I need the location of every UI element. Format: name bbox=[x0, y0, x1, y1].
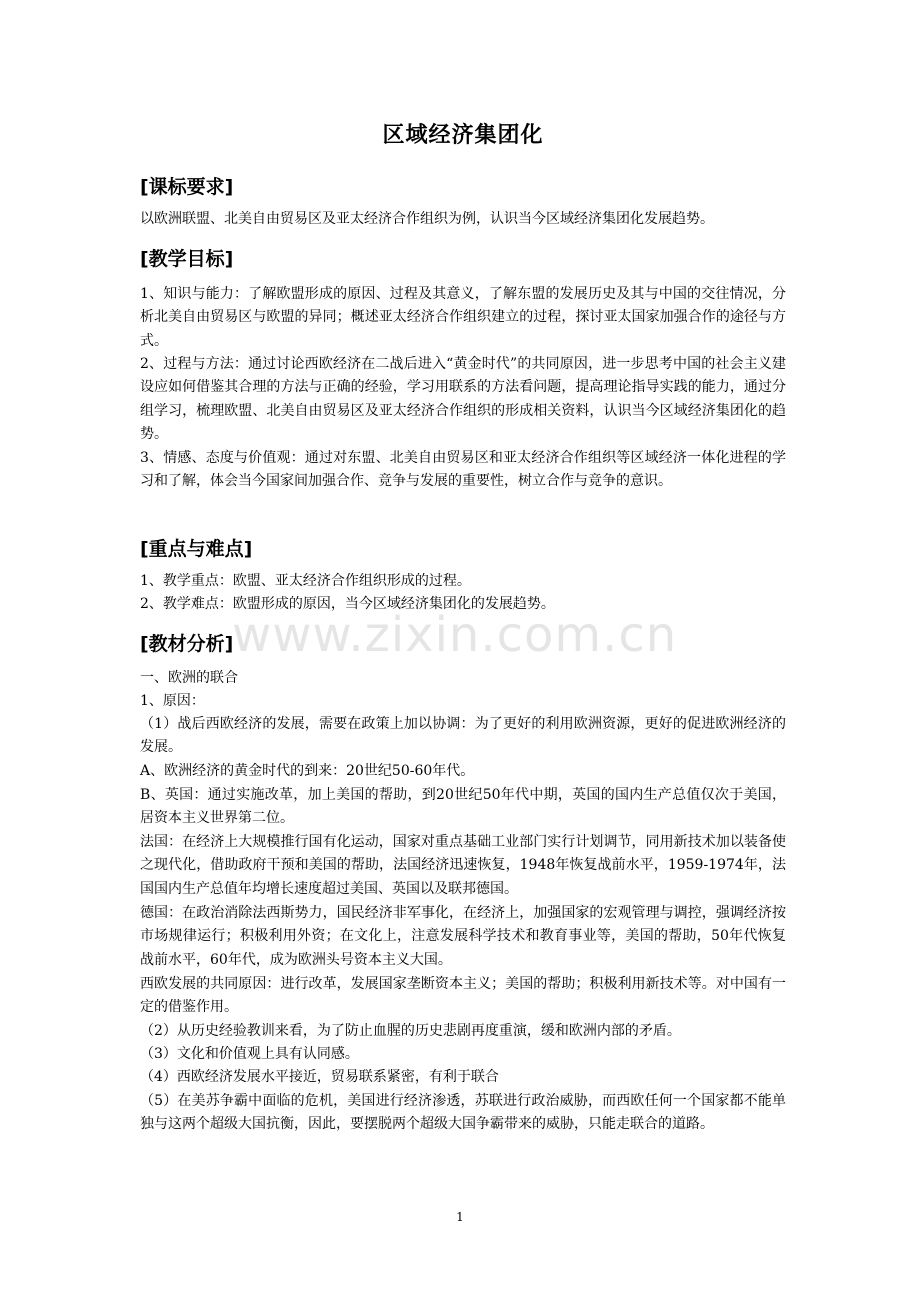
paragraph: （2）从历史经验教训来看，为了防止血腥的历史悲剧再度重演，缓和欧洲内部的矛盾。 bbox=[140, 1023, 681, 1039]
paragraph: 以欧洲联盟、北美自由贸易区及亚太经济合作组织为例，认识当今区域经济集团化发展趋势。 bbox=[140, 211, 714, 227]
watermark: www.zixin.com.cn bbox=[232, 607, 678, 663]
paragraph: （4）西欧经济发展水平接近，贸易联系紧密，有利于联合 bbox=[140, 1069, 499, 1085]
paragraph: 1、知识与能力：了解欧盟形成的原因、过程及其意义，了解东盟的发展历史及其与中国的交往情况，分析北美自由贸易区与欧盟的异同；概述亚太经济合作组织建立的过程，探讨亚太国家加强合作的途径与方式。 bbox=[140, 286, 786, 349]
paragraph: 3、情感、态度与价值观：通过对东盟、北美自由贸易区和亚太经济合作组织等区域经济一体化进程的学习和了解，体会当今国家间加强合作、竞争与发展的重要性，树立合作与竞争的意识。 bbox=[140, 450, 786, 490]
paragraph: 一、欧洲的联合 bbox=[140, 670, 238, 686]
paragraph: 2、过程与方法：通过讨论西欧经济在二战后进入“黄金时代”的共同原因，进一步思考中国的社会主义建设应如何借鉴其合理的方法与正确的经验，学习用联系的方法看问题，提高理论指导实践的能力，通过分组学习，梳理欧盟、北美自由贸易区及亚太经济合作组织的形成相关资料，认识当今区域经济集团化的趋势。 bbox=[140, 356, 786, 443]
document-title: 区域经济集团化 bbox=[382, 123, 544, 148]
paragraph: 德国：在政治消除法西斯势力，国民经济非军事化，在经济上，加强国家的宏观管理与调控，强调经济按市场规律运行；积极利用外资；在文化上，注意发展科学技术和教育事业等，美国的帮助，50年代恢复战前水平，60年代，成为欧洲头号资本主义大国。 bbox=[140, 905, 786, 968]
paragraph: （1）战后西欧经济的发展，需要在政策上加以协调：为了更好的利用欧洲资源，更好的促进欧洲经济的发展。 bbox=[140, 716, 786, 756]
paragraph: 1、教学重点：欧盟、亚太经济合作组织形成的过程。 bbox=[140, 573, 471, 589]
paragraph: B、英国：通过实施改革，加上美国的帮助，到20世纪50年代中期，英国的国内生产总值仅次于美国，居资本主义世界第二位。 bbox=[140, 787, 786, 827]
paragraph: 1、原因： bbox=[140, 693, 205, 709]
page-number: 1 bbox=[456, 1210, 464, 1224]
paragraph: 西欧发展的共同原因：进行改革，发展国家垄断资本主义；美国的帮助；积极利用新技术等。对中国有一定的借鉴作用。 bbox=[140, 976, 786, 1016]
heading-curriculum-requirements: [课标要求] bbox=[140, 176, 234, 198]
paragraph: 法国：在经济上大规模推行国有化运动，国家对重点基础工业部门实行计划调节，同用新技术加以装备使之现代化，借助政府干预和美国的帮助，法国经济迅速恢复，1948年恢复战前水平，1959-1974年，法国国内生产总值年均增长速度超过美国、英国以及联邦德国。 bbox=[140, 834, 786, 897]
paragraph: （5）在美苏争霸中面临的危机，美国进行经济渗透，苏联进行政治威胁，而西欧任何一个国家都不能单独与这两个超级大国抗衡，因此，要摆脱两个超级大国争霸带来的威胁，只能走联合的道路。 bbox=[140, 1093, 786, 1133]
paragraph: （3）文化和价值观上具有认同感。 bbox=[140, 1046, 359, 1062]
paragraph: 2、教学难点：欧盟形成的原因，当今区域经济集团化的发展趋势。 bbox=[140, 596, 555, 612]
heading-teaching-objectives: [教学目标] bbox=[140, 248, 234, 270]
paragraph: A、欧洲经济的黄金时代的到来：20世纪50-60年代。 bbox=[140, 763, 475, 779]
heading-key-points: [重点与难点] bbox=[140, 538, 253, 560]
heading-textbook-analysis: [教材分析] bbox=[140, 633, 234, 655]
